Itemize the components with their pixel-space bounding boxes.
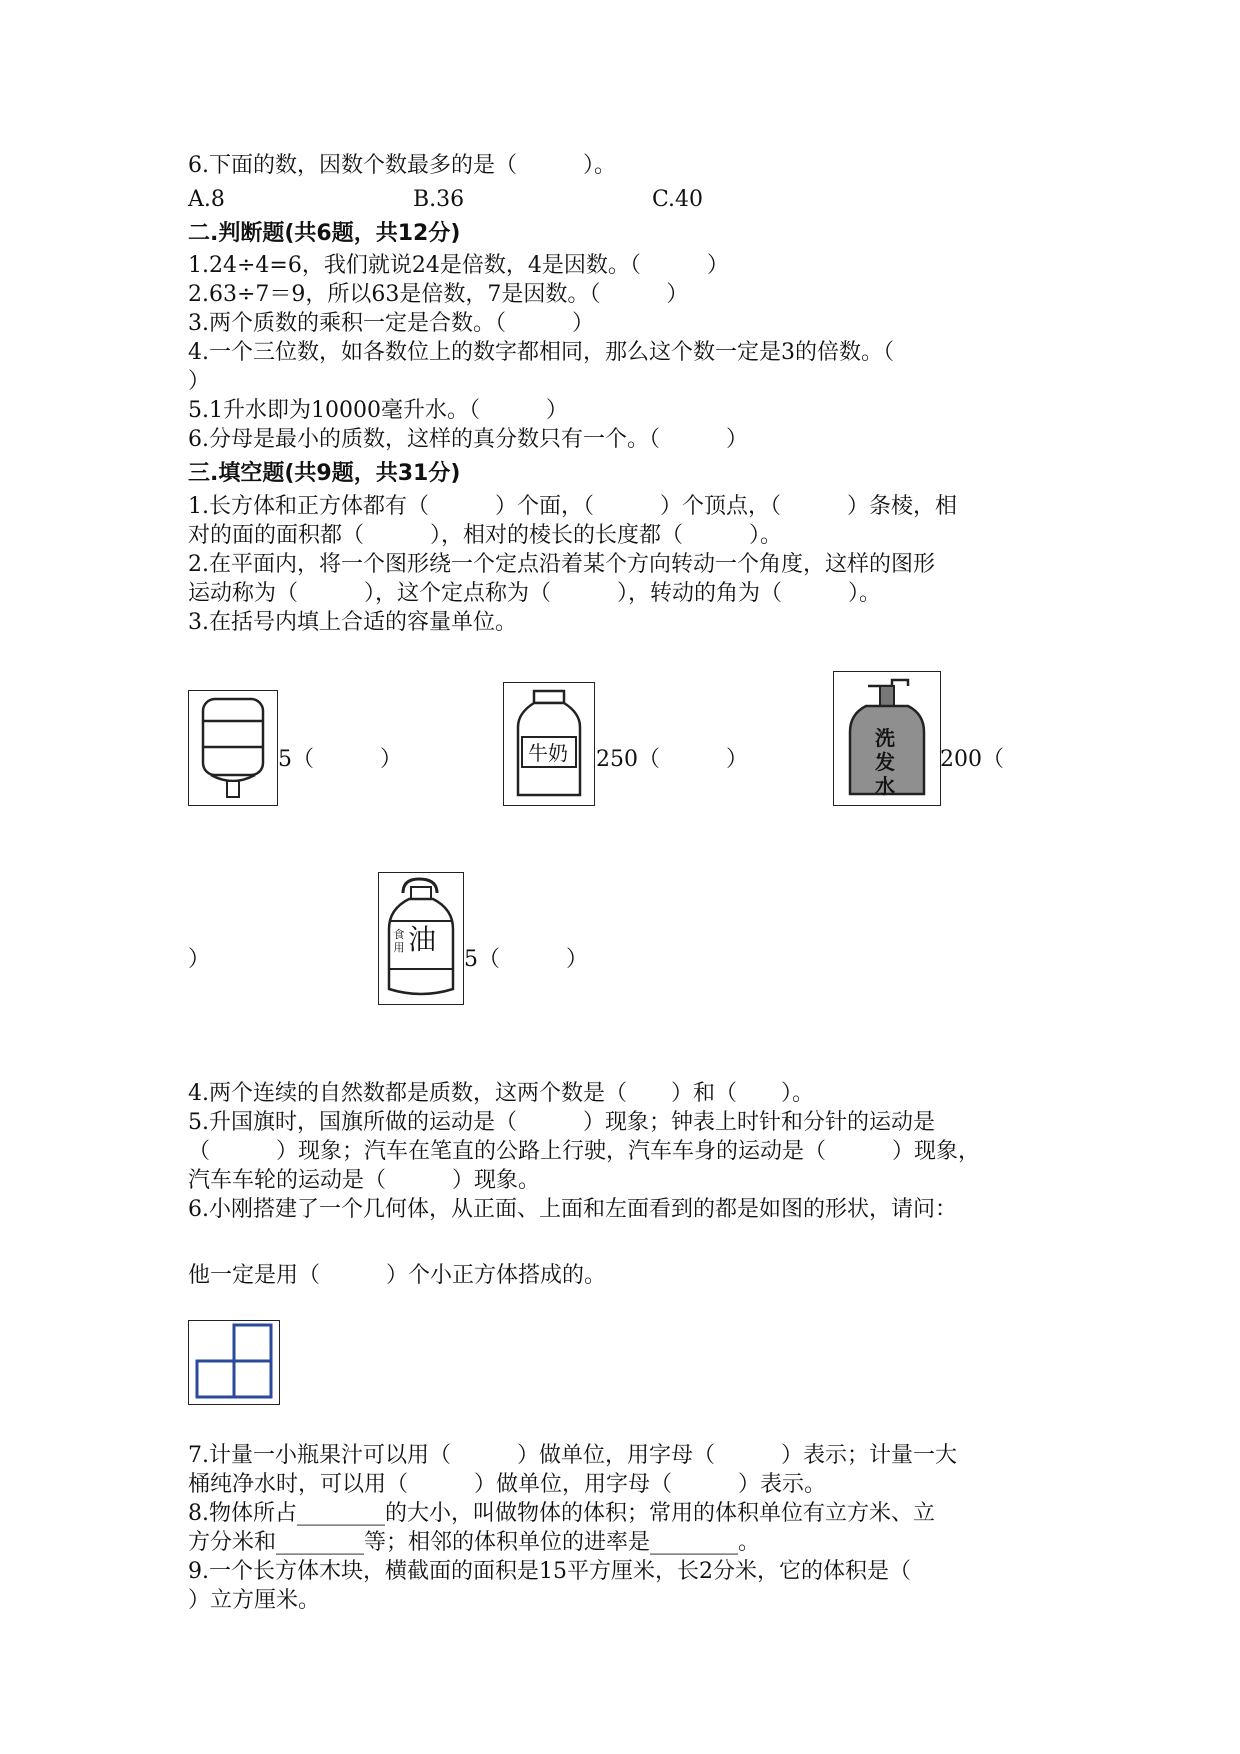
milk-label: 牛奶 [528, 741, 568, 765]
judge-item-3: 3.两个质数的乘积一定是合数。（ ） [188, 311, 594, 336]
fill-q8-line2: 方分米和________等；相邻的体积单位的进率是________。 [188, 1530, 761, 1555]
oil-label-small [392, 928, 406, 954]
cube-view-icon [189, 1321, 279, 1404]
q3-fill-shampoo-cont: ） [188, 947, 211, 972]
judge-item-5: 5.1升水即为10000毫升水。（ ） [188, 398, 568, 423]
q3-fill-jug: 5（ ） [278, 747, 402, 772]
fill-q2-line1: 2.在平面内，将一个图形绕一个定点沿着某个方向转动一个角度，这样的图形 [188, 552, 935, 577]
fill-q7-line1: 7.计量一小瓶果汁可以用（ ）做单位，用字母（ ）表示；计量一大 [188, 1443, 957, 1468]
fill-q1-line2: 对的面的面积都（ ），相对的棱长的长度都（ ）。 [188, 523, 783, 548]
q3-fill-oil: 5（ ） [464, 947, 588, 972]
water-jug-image [188, 690, 278, 806]
oil-label-big: 油 [408, 923, 437, 956]
q6-stem: 6.下面的数，因数个数最多的是（ ）。 [188, 153, 616, 178]
judge-item-6: 6.分母是最小的质数，这样的真分数只有一个。（ ） [188, 427, 748, 452]
cube-view-figure [188, 1320, 280, 1405]
shampoo-label [870, 726, 900, 798]
fill-q7-line2: 桶纯净水时，可以用（ ）做单位，用字母（ ）表示。 [188, 1472, 827, 1497]
fill-q2-line2: 运动称为（ ），这个定点称为（ ），转动的角为（ ）。 [188, 581, 882, 606]
fill-q1-line1: 1.长方体和正方体都有（ ）个面，（ ）个顶点，（ ）条棱，相 [188, 494, 957, 519]
q6-option-a[interactable]: A.8 [188, 187, 225, 212]
fill-q9-line1: 9.一个长方体木块，横截面的面积是15平方厘米，长2分米，它的体积是（ [188, 1559, 911, 1584]
q6-option-b[interactable]: B.36 [413, 187, 465, 212]
q3-fill-milk: 250（ ） [596, 747, 748, 772]
oil-label-small-char-2: 用 [393, 941, 405, 954]
shampoo-label-char-3: 水 [875, 774, 895, 798]
fill-q8-line1: 8.物体所占________的大小，叫做物体的体积；常用的体积单位有立方米、立 [188, 1501, 935, 1526]
section2-title: 二.判断题(共6题，共12分) [188, 221, 461, 246]
fill-q5-line1: 5.升国旗时，国旗所做的运动是（ ）现象；钟表上时针和分针的运动是 [188, 1110, 935, 1135]
q6-option-c[interactable]: C.40 [652, 187, 704, 212]
oil-label-small-char-1: 食 [393, 928, 405, 941]
fill-q3-stem: 3.在括号内填上合适的容量单位。 [188, 610, 517, 635]
fill-q5-line3: 汽车车轮的运动是（ ）现象。 [188, 1168, 541, 1193]
water-jug-icon [189, 691, 277, 805]
judge-item-2: 2.63÷7＝9，所以63是倍数，7是因数。（ ） [188, 282, 689, 307]
fill-q6-line2: 他一定是用（ ）个小正方体搭成的。 [188, 1263, 607, 1288]
shampoo-label-char-1: 洗 [875, 726, 895, 750]
judge-item-4-cont: ） [188, 369, 211, 394]
section3-title: 三.填空题(共9题，共31分) [188, 461, 461, 486]
fill-q6-line1: 6.小刚搭建了一个几何体，从正面、上面和左面看到的都是如图的形状，请问： [188, 1197, 957, 1222]
judge-item-4: 4.一个三位数，如各数位上的数字都相同，那么这个数一定是3的倍数。（ [188, 340, 894, 365]
judge-item-1: 1.24÷4=6，我们就说24是倍数，4是因数。（ ） [188, 253, 729, 278]
shampoo-label-char-2: 发 [875, 750, 895, 774]
fill-q9-line2: ）立方厘米。 [188, 1588, 321, 1613]
fill-q4: 4.两个连续的自然数都是质数，这两个数是（ ）和（ ）。 [188, 1081, 814, 1106]
q3-fill-shampoo: 200（ [940, 747, 1004, 772]
fill-q5-line2: （ ）现象；汽车在笔直的公路上行驶，汽车车身的运动是（ ）现象， [188, 1139, 981, 1164]
